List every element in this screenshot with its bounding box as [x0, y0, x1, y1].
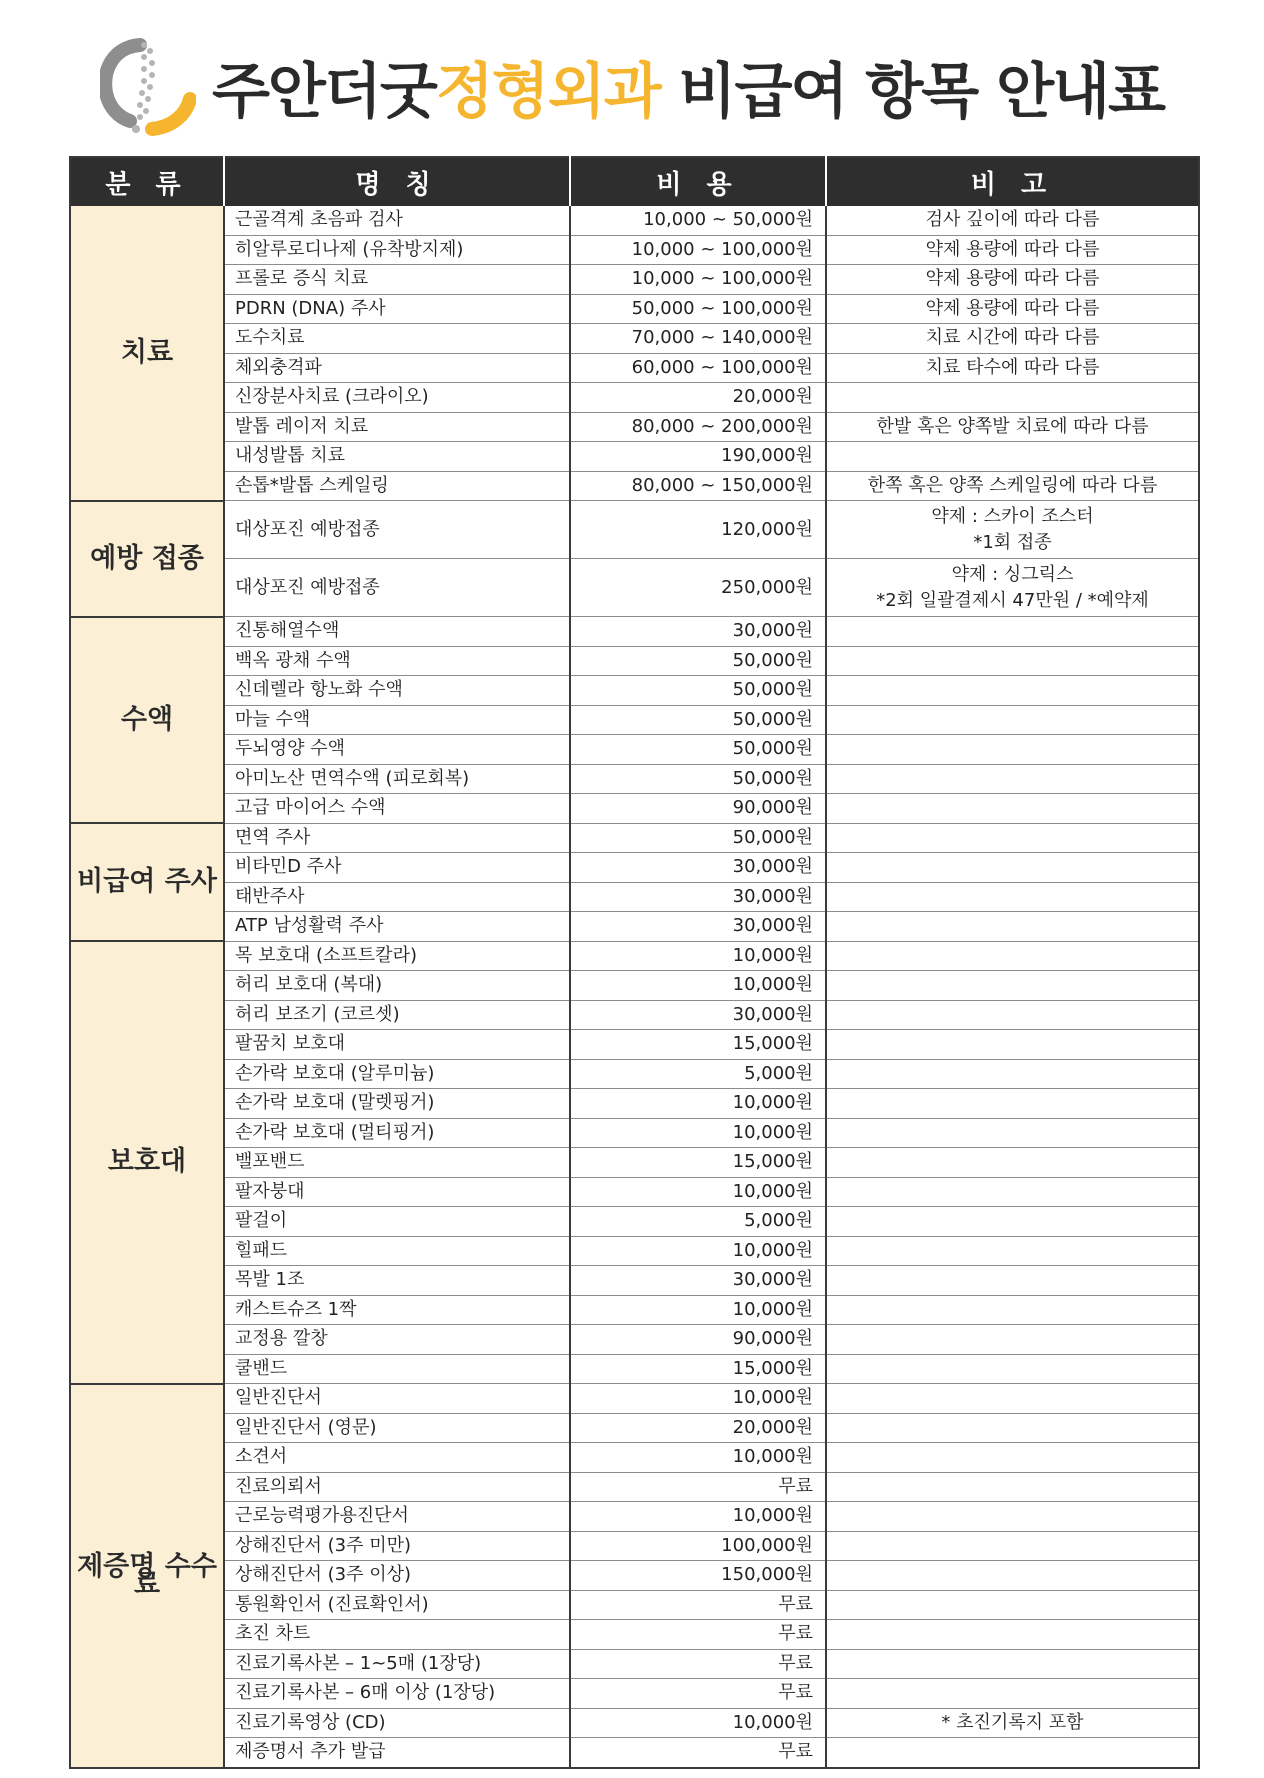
item-note-cell	[826, 735, 1199, 765]
item-cost-cell: 80,000 ~ 200,000원	[570, 412, 826, 442]
page-header	[0, 32, 1264, 142]
fee-table	[69, 156, 1200, 1769]
table-row	[70, 823, 1199, 853]
category-cell: 제증명 수수료	[70, 1384, 224, 1768]
table-row	[70, 1649, 1199, 1679]
category-cell: 예방 접종	[70, 501, 224, 617]
item-name-cell: 대상포진 예방접종	[224, 559, 570, 617]
item-name-cell: 비타민D 주사	[224, 853, 570, 883]
item-name-cell: 교정용 깔창	[224, 1325, 570, 1355]
item-cost-cell: 120,000원	[570, 501, 826, 559]
item-cost-cell: 250,000원	[570, 559, 826, 617]
item-name-cell: 손톱*발톱 스케일링	[224, 471, 570, 501]
table-body	[70, 206, 1199, 1768]
item-name-cell: ATP 남성활력 주사	[224, 912, 570, 942]
category-cell: 수액	[70, 617, 224, 824]
table-row	[70, 235, 1199, 265]
item-cost-cell: 50,000원	[570, 646, 826, 676]
item-note-cell	[826, 1413, 1199, 1443]
table-header-row	[70, 157, 1199, 206]
item-cost-cell: 30,000원	[570, 853, 826, 883]
table-row	[70, 764, 1199, 794]
page-title	[212, 44, 1164, 130]
item-name-cell: 신데렐라 항노화 수액	[224, 676, 570, 706]
item-cost-cell: 90,000원	[570, 794, 826, 824]
item-name-cell: 목발 1조	[224, 1266, 570, 1296]
table-row	[70, 1472, 1199, 1502]
item-note-cell	[826, 1325, 1199, 1355]
item-cost-cell: 190,000원	[570, 442, 826, 472]
item-note-cell	[826, 1620, 1199, 1650]
item-cost-cell: 10,000원	[570, 1384, 826, 1414]
item-cost-cell: 10,000원	[570, 971, 826, 1001]
item-note-cell	[826, 705, 1199, 735]
item-cost-cell: 무료	[570, 1472, 826, 1502]
item-note-cell	[826, 1030, 1199, 1060]
item-name-cell: 제증명서 추가 발급	[224, 1738, 570, 1768]
item-cost-cell: 무료	[570, 1590, 826, 1620]
item-note-cell	[826, 1295, 1199, 1325]
table-row	[70, 1030, 1199, 1060]
item-name-cell: 손가락 보호대 (말렛핑거)	[224, 1089, 570, 1119]
item-cost-cell: 10,000원	[570, 1118, 826, 1148]
item-name-cell: 태반주사	[224, 882, 570, 912]
category-cell: 치료	[70, 206, 224, 501]
item-note-cell	[826, 1266, 1199, 1296]
item-note-cell	[826, 1472, 1199, 1502]
table-row	[70, 442, 1199, 472]
item-cost-cell: 50,000원	[570, 705, 826, 735]
note-line: *1회 접종	[973, 531, 1052, 553]
table-row	[70, 1295, 1199, 1325]
item-name-cell: 목 보호대 (소프트칼라)	[224, 941, 570, 971]
item-cost-cell: 80,000 ~ 150,000원	[570, 471, 826, 501]
table-row	[70, 1325, 1199, 1355]
table-row	[70, 1413, 1199, 1443]
item-note-cell: 약제 용량에 따라 다름	[826, 235, 1199, 265]
item-note-cell	[826, 1089, 1199, 1119]
item-name-cell: 일반진단서	[224, 1384, 570, 1414]
item-name-cell: 고급 마이어스 수액	[224, 794, 570, 824]
item-name-cell: 면역 주사	[224, 823, 570, 853]
table-row	[70, 617, 1199, 647]
item-note-cell	[826, 1177, 1199, 1207]
item-note-cell	[826, 1738, 1199, 1768]
table-row	[70, 471, 1199, 501]
item-name-cell: 상해진단서 (3주 이상)	[224, 1561, 570, 1591]
column-header-note: 비 고	[826, 157, 1199, 206]
item-name-cell: 진료기록사본 – 1~5매 (1장당)	[224, 1649, 570, 1679]
title-part2: 비급여 항목 안내표	[659, 57, 1165, 127]
item-cost-cell: 무료	[570, 1620, 826, 1650]
item-cost-cell: 15,000원	[570, 1030, 826, 1060]
table-row	[70, 853, 1199, 883]
item-name-cell: 두뇌영양 수액	[224, 735, 570, 765]
table-row	[70, 1059, 1199, 1089]
table-row	[70, 1354, 1199, 1384]
table-row	[70, 501, 1199, 559]
table-row	[70, 882, 1199, 912]
item-cost-cell: 30,000원	[570, 912, 826, 942]
item-cost-cell: 10,000원	[570, 1502, 826, 1532]
item-name-cell: 마늘 수액	[224, 705, 570, 735]
item-note-cell	[826, 1354, 1199, 1384]
item-cost-cell: 50,000원	[570, 764, 826, 794]
table-row	[70, 1207, 1199, 1237]
column-header-name: 명 칭	[224, 157, 570, 206]
item-name-cell: PDRN (DNA) 주사	[224, 294, 570, 324]
item-cost-cell: 5,000원	[570, 1059, 826, 1089]
item-cost-cell: 10,000원	[570, 1295, 826, 1325]
item-cost-cell: 30,000원	[570, 882, 826, 912]
item-note-cell	[826, 1236, 1199, 1266]
item-name-cell: 소견서	[224, 1443, 570, 1473]
item-cost-cell: 20,000원	[570, 1413, 826, 1443]
item-cost-cell: 10,000원	[570, 1236, 826, 1266]
spine-logo-icon	[100, 37, 196, 137]
table-row	[70, 1708, 1199, 1738]
item-name-cell: 밸포밴드	[224, 1148, 570, 1178]
table-row	[70, 1384, 1199, 1414]
item-cost-cell: 50,000원	[570, 823, 826, 853]
item-cost-cell: 10,000원	[570, 1708, 826, 1738]
table-row	[70, 941, 1199, 971]
table-row	[70, 1679, 1199, 1709]
table-row	[70, 971, 1199, 1001]
item-note-cell	[826, 1502, 1199, 1532]
table-row	[70, 1502, 1199, 1532]
item-cost-cell: 10,000원	[570, 941, 826, 971]
table-row	[70, 383, 1199, 413]
item-note-cell	[826, 617, 1199, 647]
table-row	[70, 324, 1199, 354]
table-row	[70, 1620, 1199, 1650]
item-name-cell: 진료의뢰서	[224, 1472, 570, 1502]
item-note-cell	[826, 442, 1199, 472]
item-note-cell: 약제 용량에 따라 다름	[826, 294, 1199, 324]
item-name-cell: 진료기록영상 (CD)	[224, 1708, 570, 1738]
table-row	[70, 1738, 1199, 1768]
item-name-cell: 아미노산 면역수액 (피로회복)	[224, 764, 570, 794]
item-cost-cell: 70,000 ~ 140,000원	[570, 324, 826, 354]
table-row	[70, 1177, 1199, 1207]
table-row	[70, 1266, 1199, 1296]
item-note-cell	[826, 1590, 1199, 1620]
item-note-cell	[826, 853, 1199, 883]
item-note-cell	[826, 1531, 1199, 1561]
title-part1: 주안더굿	[211, 57, 436, 127]
item-name-cell: 진통해열수액	[224, 617, 570, 647]
item-cost-cell: 5,000원	[570, 1207, 826, 1237]
item-note-cell	[826, 1679, 1199, 1709]
item-name-cell: 프롤로 증식 치료	[224, 265, 570, 295]
table-row	[70, 1148, 1199, 1178]
table-row	[70, 1531, 1199, 1561]
item-note-cell	[826, 1649, 1199, 1679]
item-name-cell: 근골격계 초음파 검사	[224, 206, 570, 235]
note-line: *2회 일괄결제시 47만원 / *예약제	[876, 589, 1149, 611]
table-row	[70, 1443, 1199, 1473]
item-note-cell	[826, 912, 1199, 942]
table-row	[70, 265, 1199, 295]
item-cost-cell: 30,000원	[570, 1000, 826, 1030]
item-name-cell: 캐스트슈즈 1짝	[224, 1295, 570, 1325]
item-note-cell	[826, 559, 1199, 617]
table-row	[70, 206, 1199, 235]
item-note-cell	[826, 646, 1199, 676]
table-row	[70, 646, 1199, 676]
table-row	[70, 1590, 1199, 1620]
item-cost-cell: 100,000원	[570, 1531, 826, 1561]
table-row	[70, 412, 1199, 442]
item-name-cell: 팔자붕대	[224, 1177, 570, 1207]
item-cost-cell: 10,000 ~ 50,000원	[570, 206, 826, 235]
item-name-cell: 대상포진 예방접종	[224, 501, 570, 559]
item-note-cell: * 초진기록지 포함	[826, 1708, 1199, 1738]
item-cost-cell: 15,000원	[570, 1354, 826, 1384]
item-name-cell: 팔걸이	[224, 1207, 570, 1237]
item-cost-cell: 10,000원	[570, 1177, 826, 1207]
item-note-cell	[826, 1118, 1199, 1148]
item-cost-cell: 10,000 ~ 100,000원	[570, 265, 826, 295]
item-name-cell: 도수치료	[224, 324, 570, 354]
table-row	[70, 912, 1199, 942]
item-note-cell: 약제 용량에 따라 다름	[826, 265, 1199, 295]
item-cost-cell: 50,000 ~ 100,000원	[570, 294, 826, 324]
item-name-cell: 진료기록사본 – 6매 이상 (1장당)	[224, 1679, 570, 1709]
item-name-cell: 초진 차트	[224, 1620, 570, 1650]
item-name-cell: 손가락 보호대 (멀티핑거)	[224, 1118, 570, 1148]
item-name-cell: 상해진단서 (3주 미만)	[224, 1531, 570, 1561]
item-note-cell	[826, 1561, 1199, 1591]
table-row	[70, 1000, 1199, 1030]
item-name-cell: 근로능력평가용진단서	[224, 1502, 570, 1532]
item-cost-cell: 150,000원	[570, 1561, 826, 1591]
item-name-cell: 힐패드	[224, 1236, 570, 1266]
item-note-cell	[826, 1000, 1199, 1030]
item-note-cell: 치료 시간에 따라 다름	[826, 324, 1199, 354]
item-note-cell	[826, 823, 1199, 853]
item-cost-cell: 20,000원	[570, 383, 826, 413]
item-note-cell: 한발 혹은 양쪽발 치료에 따라 다름	[826, 412, 1199, 442]
table-row	[70, 735, 1199, 765]
item-cost-cell: 50,000원	[570, 735, 826, 765]
item-name-cell: 체외충격파	[224, 353, 570, 383]
table-row	[70, 353, 1199, 383]
item-note-cell	[826, 764, 1199, 794]
item-cost-cell: 60,000 ~ 100,000원	[570, 353, 826, 383]
item-name-cell: 신장분사치료 (크라이오)	[224, 383, 570, 413]
item-cost-cell: 10,000 ~ 100,000원	[570, 235, 826, 265]
item-cost-cell: 10,000원	[570, 1089, 826, 1119]
item-note-cell: 검사 깊이에 따라 다름	[826, 206, 1199, 235]
item-note-cell: 한쪽 혹은 양쪽 스케일링에 따라 다름	[826, 471, 1199, 501]
table-row	[70, 559, 1199, 617]
note-line: 약제 : 싱그릭스	[951, 563, 1074, 585]
table-row	[70, 1236, 1199, 1266]
item-cost-cell: 30,000원	[570, 1266, 826, 1296]
item-name-cell: 내성발톱 치료	[224, 442, 570, 472]
category-cell: 비급여 주사	[70, 823, 224, 941]
title-accent: 정형외과	[435, 57, 660, 127]
item-name-cell: 팔꿈치 보호대	[224, 1030, 570, 1060]
item-note-cell	[826, 676, 1199, 706]
item-note-cell	[826, 971, 1199, 1001]
item-name-cell: 발톱 레이저 치료	[224, 412, 570, 442]
item-note-cell	[826, 1148, 1199, 1178]
table-row	[70, 794, 1199, 824]
item-note-cell	[826, 501, 1199, 559]
item-note-cell	[826, 882, 1199, 912]
item-note-cell: 치료 타수에 따라 다름	[826, 353, 1199, 383]
column-header-cost: 비 용	[570, 157, 826, 206]
item-note-cell	[826, 383, 1199, 413]
category-cell: 보호대	[70, 941, 224, 1384]
column-header-category: 분 류	[70, 157, 224, 206]
item-note-cell	[826, 1059, 1199, 1089]
item-cost-cell: 무료	[570, 1679, 826, 1709]
table-row	[70, 1561, 1199, 1591]
table-row	[70, 676, 1199, 706]
item-note-cell	[826, 941, 1199, 971]
item-note-cell	[826, 1443, 1199, 1473]
item-name-cell: 히알루로디나제 (유착방지제)	[224, 235, 570, 265]
item-name-cell: 통원확인서 (진료확인서)	[224, 1590, 570, 1620]
item-name-cell: 일반진단서 (영문)	[224, 1413, 570, 1443]
item-cost-cell: 30,000원	[570, 617, 826, 647]
note-line: 약제 : 스카이 조스터	[931, 505, 1094, 527]
item-cost-cell: 10,000원	[570, 1443, 826, 1473]
item-note-cell	[826, 794, 1199, 824]
item-note-cell	[826, 1207, 1199, 1237]
item-cost-cell: 90,000원	[570, 1325, 826, 1355]
item-name-cell: 백옥 광채 수액	[224, 646, 570, 676]
item-name-cell: 손가락 보호대 (알루미늄)	[224, 1059, 570, 1089]
item-name-cell: 쿨밴드	[224, 1354, 570, 1384]
table-row	[70, 294, 1199, 324]
table-row	[70, 1118, 1199, 1148]
item-cost-cell: 15,000원	[570, 1148, 826, 1178]
table-row	[70, 1089, 1199, 1119]
item-cost-cell: 무료	[570, 1738, 826, 1768]
table-row	[70, 705, 1199, 735]
item-cost-cell: 50,000원	[570, 676, 826, 706]
item-note-cell	[826, 1384, 1199, 1414]
item-name-cell: 허리 보호대 (복대)	[224, 971, 570, 1001]
item-cost-cell: 무료	[570, 1649, 826, 1679]
item-name-cell: 허리 보조기 (코르셋)	[224, 1000, 570, 1030]
